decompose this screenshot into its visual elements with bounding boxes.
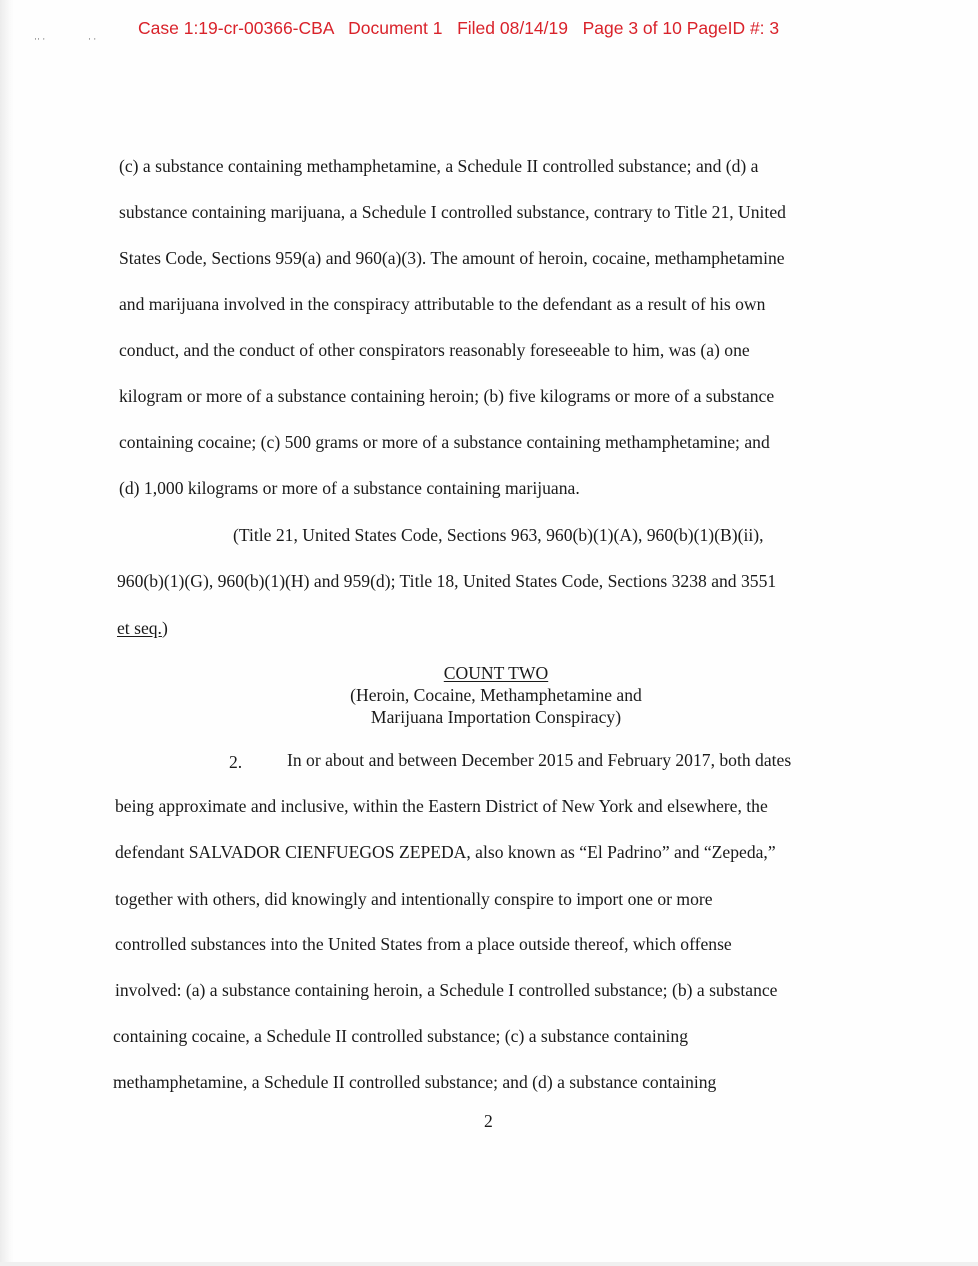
scan-speck: · · [88, 34, 97, 44]
text-line: methamphetamine, a Schedule II controlled substance; and (d) a substance containing [113, 1072, 717, 1092]
text-line: States Code, Sections 959(a) and 960(a)(3). The amount of heroin, cocaine, methamphetamine [119, 248, 785, 268]
header-case-number: Case 1:19-cr-00366-CBA [138, 18, 334, 38]
text-line: and marijuana involved in the conspiracy attributable to the defendant as a result of his own [119, 294, 766, 314]
scan-speck: ·· · [34, 34, 46, 44]
count-two-subheading: Marijuana Importation Conspiracy) [370, 707, 622, 727]
count-two-subheading: (Heroin, Cocaine, Methamphetamine and [350, 685, 642, 705]
text-line: together with others, did knowingly and intentionally conspire to import one or more [115, 889, 713, 909]
text-line: (c) a substance containing methamphetamine, a Schedule II controlled substance; and (d) a [119, 156, 759, 176]
text-line: controlled substances into the United States from a place outside thereof, which offense [115, 934, 732, 954]
text-line: containing cocaine; (c) 500 grams or more of a substance containing methamphetamine; and [119, 432, 770, 452]
count-two-heading: COUNT TWO [443, 663, 549, 683]
et-seq: et seq. [117, 618, 162, 638]
text-line: kilogram or more of a substance containing heroin; (b) five kilograms or more of a substance [119, 386, 775, 406]
court-filing-header [138, 18, 779, 39]
page-number: 2 [484, 1111, 493, 1131]
citation-line [117, 620, 168, 638]
text-line: containing cocaine, a Schedule II controlled substance; (c) a substance containing [113, 1026, 689, 1046]
citation-line: 960(b)(1)(G), 960(b)(1)(H) and 959(d); Title 18, United States Code, Sections 3238 and 3551 [117, 571, 777, 591]
text-line: being approximate and inclusive, within the Eastern District of New York and elsewhere, the [115, 796, 768, 816]
citation-line: (Title 21, United States Code, Sections 963, 960(b)(1)(A), 960(b)(1)(B)(ii), [233, 525, 764, 545]
header-filed-date: Filed 08/14/19 [457, 18, 568, 38]
text-line: conduct, and the conduct of other conspirators reasonably foreseeable to him, was (a) one [119, 340, 750, 360]
text-line: substance containing marijuana, a Schedule I controlled substance, contrary to Title 21, United [119, 202, 786, 222]
text-line: involved: (a) a substance containing heroin, a Schedule I controlled substance; (b) a substance [115, 980, 778, 1000]
text-line: In or about and between December 2015 and February 2017, both dates [287, 750, 792, 770]
scan-edge-shadow [0, 0, 14, 1266]
citation-close: ) [161, 618, 168, 638]
header-page-info: Page 3 of 10 PageID #: 3 [582, 18, 780, 38]
text-line: defendant SALVADOR CIENFUEGOS ZEPEDA, also known as “El Padrino” and “Zepeda,” [115, 842, 776, 862]
header-document: Document 1 [348, 18, 443, 38]
paragraph-number: 2. [229, 752, 243, 772]
scan-bottom-edge [0, 1262, 978, 1266]
text-line: (d) 1,000 kilograms or more of a substance containing marijuana. [119, 478, 580, 498]
